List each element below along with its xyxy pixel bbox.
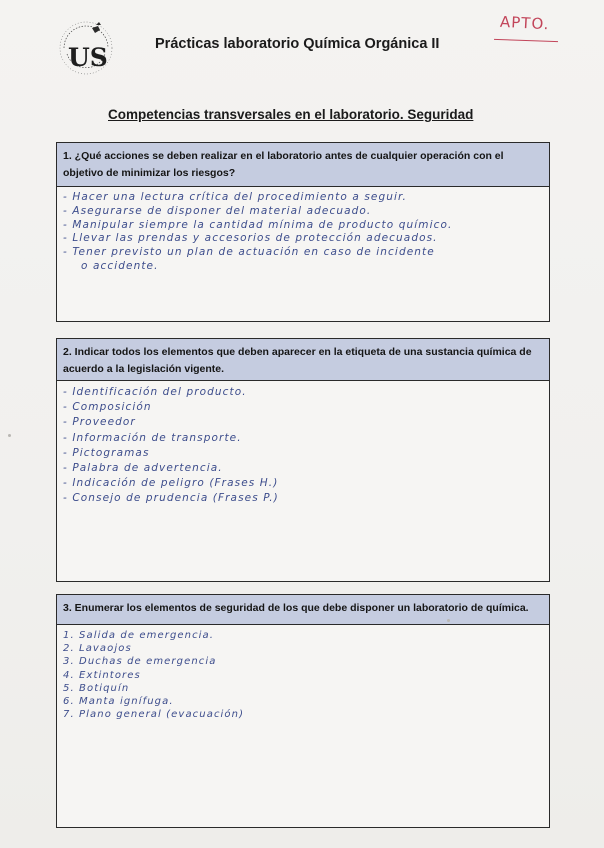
section-title: Competencias transversales en el laboratorio. Seguridad — [108, 107, 474, 122]
answer-line: - Palabra de advertencia. — [63, 462, 223, 475]
answer-line: - Identificación del producto. — [63, 386, 247, 398]
answer-line: - Manipular siempre la cantidad mínima de producto químico. — [63, 218, 453, 231]
question-1-answers — [57, 187, 549, 274]
answer-line: o accidente. — [81, 259, 159, 272]
answer-line: 5. Botiquín — [63, 682, 130, 694]
grade-stamp: APTO. — [499, 12, 550, 34]
answer-line: - Proveedor — [63, 416, 136, 429]
question-box-1 — [56, 142, 550, 322]
answer-line: - Consejo de prudencia (Frases P.) — [63, 492, 279, 505]
question-2-title: 2. Indicar todos los elementos que deben aparecer en la etiqueta de una sustancia química de acuerdo a la legislación vigente. — [57, 339, 549, 381]
logo-letters: US — [68, 43, 108, 72]
answer-line: 7. Plano general (evacuación) — [63, 709, 245, 721]
answer-line: 1. Salida de emergencia. — [63, 630, 215, 641]
answer-line: - Indicación de peligro (Frases H.) — [63, 477, 279, 490]
answer-line: - Pictogramas — [63, 446, 150, 459]
grade-underline — [494, 39, 558, 42]
answer-line: - Llevar las prendas y accesorios de protección adecuados. — [63, 232, 438, 245]
answer-line: 3. Duchas de emergencia — [63, 656, 217, 668]
answer-line: - Hacer una lectura crítica del procedimiento a seguir. — [63, 191, 407, 203]
university-logo — [58, 20, 114, 76]
question-3-answers — [57, 625, 549, 721]
answer-line: - Asegurarse de disponer del material adecuado. — [63, 204, 372, 217]
page-title: Prácticas laboratorio Química Orgánica II — [155, 36, 440, 52]
answer-line: - Composición — [63, 401, 152, 414]
answer-line: - Información de transporte. — [63, 431, 242, 444]
paper-speck — [447, 619, 450, 622]
answer-line: 6. Manta ignífuga. — [63, 696, 174, 708]
question-3-title: 3. Enumerar los elementos de seguridad de los que debe disponer un laboratorio de química. — [57, 595, 549, 625]
answer-line: 4. Extintores — [63, 669, 141, 681]
question-2-answers — [57, 381, 549, 507]
question-box-2 — [56, 338, 550, 582]
answer-line: - Tener previsto un plan de actuación en caso de incidente — [63, 246, 435, 259]
question-1-title: 1. ¿Qué acciones se deben realizar en el laboratorio antes de cualquier operación con el objetivo de minimizar los riesgos? — [57, 143, 549, 187]
answer-line: 2. Lavaojos — [63, 643, 132, 655]
question-box-3 — [56, 594, 550, 828]
paper-speck — [8, 434, 11, 437]
